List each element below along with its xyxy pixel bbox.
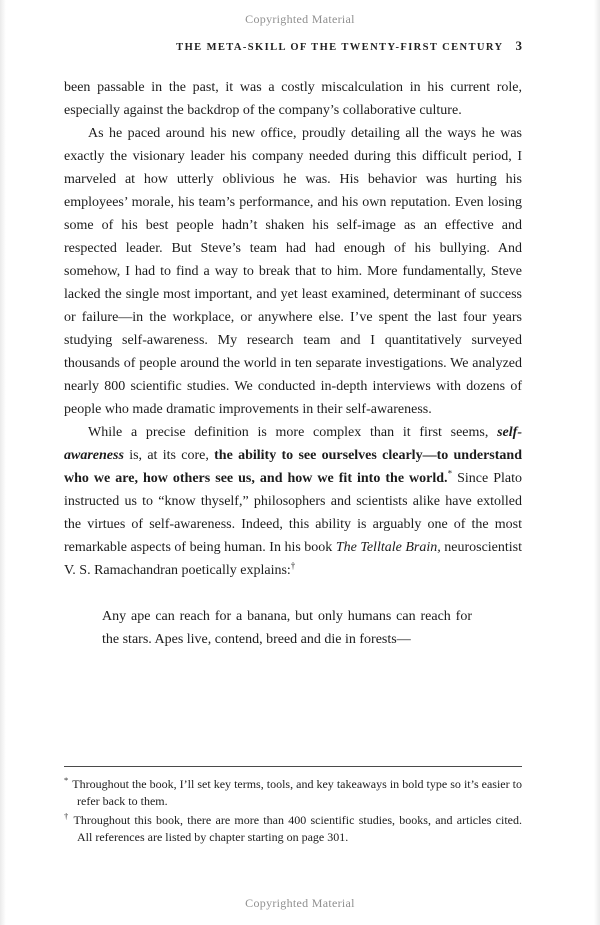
paragraph <box>64 122 522 421</box>
block-quote <box>102 605 472 651</box>
footnote-marker: * <box>64 775 69 785</box>
text-segment: self-awareness <box>64 425 522 463</box>
footnote <box>64 776 522 809</box>
text-segment: the ability to see ourselves clearly—to understand who we are, how others see us, and how we fit into the world. <box>64 448 522 486</box>
text-segment: The Telltale Brain, <box>335 540 441 555</box>
footnote <box>64 812 522 845</box>
body-text <box>64 76 522 651</box>
footnotes-list <box>64 776 522 845</box>
page-number: 3 <box>515 38 522 53</box>
footnote-text: Throughout the book, I’ll set key terms, tools, and key takeaways in bold type so it’s easier to refer back to them. <box>72 777 522 808</box>
footnote-reference-marker: * <box>447 468 453 479</box>
text-segment: is, at its core, <box>123 448 215 463</box>
text-segment: been passable in the past, it was a costly miscalculation in his current role, especially against the backdrop of the company’s collaborative culture. <box>64 80 522 118</box>
footnote-text: Throughout this book, there are more than 400 scientific studies, books, and articles cited. All references are listed by chapter starting on page 301. <box>73 813 523 844</box>
running-title: THE META-SKILL OF THE TWENTY-FIRST CENTURY <box>176 42 504 53</box>
copyright-notice-bottom: Copyrighted Material <box>245 896 355 910</box>
paragraph <box>64 421 522 582</box>
footnote-separator <box>64 766 522 767</box>
text-segment: Any ape can reach for a banana, but only humans can reach for the stars. Apes live, contend, breed and die in forests— <box>102 609 472 647</box>
text-segment: Since Plato instructed us to “know thyself,” philosophers and scientists alike have extolled the virtues of self-awareness. Indeed, this ability is arguably one of the most remarkable aspects of being human. In his book <box>64 471 522 555</box>
text-segment: While a precise definition is more complex than it first seems, <box>88 425 498 440</box>
text-segment: neuroscientist V. S. Ramachandran poetically explains: <box>64 540 523 578</box>
footnote-reference-marker: † <box>290 560 296 571</box>
paragraph <box>64 76 522 122</box>
footnote-area <box>64 766 522 848</box>
text-segment: As he paced around his new office, proudly detailing all the ways he was exactly the visionary leader his company needed during this difficult period, I marveled at how utterly oblivious he was. His behavior was hurting his employees’ morale, his team’s performance, and his own reputation. Even losing some of his best people hadn’t shaken his self-image as an effective and respected leader. But Steve’s team had had enough of his bullying. And somehow, I had to find a way to break that to him. More fundamentally, Steve lacked the single most important, and yet least examined, determinant of success or failure—in the workplace, or anywhere else. I’ve spent the last four years studying self-awareness. My research team and I quantitatively surveyed thousands of people around the world in ten separate investigations. We analyzed nearly 800 scientific studies. We conducted in-depth interviews with dozens of people who made dramatic improvements in their self-awareness. <box>64 126 522 417</box>
running-header <box>64 38 522 54</box>
copyright-notice-top: Copyrighted Material <box>245 12 355 26</box>
footnote-marker: † <box>64 811 70 821</box>
